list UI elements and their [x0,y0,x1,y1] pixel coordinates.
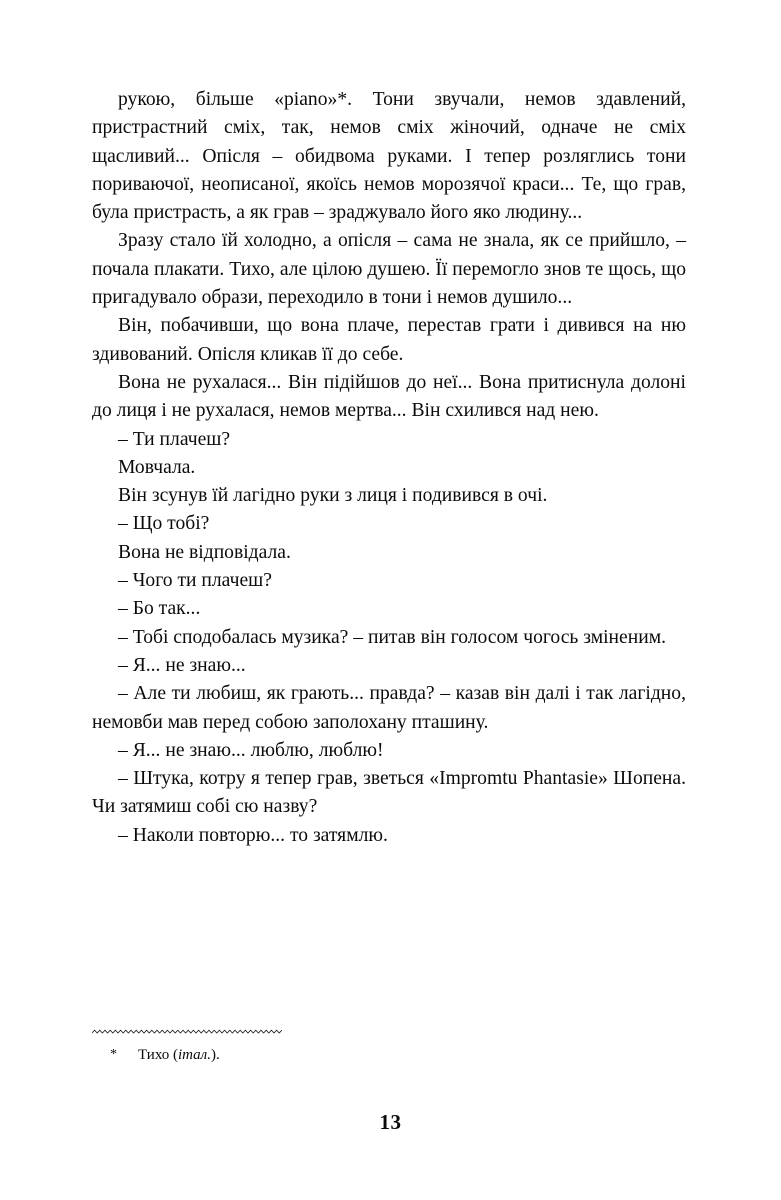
page-number: 13 [379,1110,402,1134]
dialogue-line-6: – Я... не знаю... [118,654,246,676]
paragraph-ne-vidpovidala: Вона не відповідала. [118,541,291,563]
paragraph-zsunuv: Він зсунув їй лагідно руки з лиця і подивився в очі. [118,485,548,507]
paragraph-movchala: Мовчала. [118,456,196,478]
footnote-marker: * [110,1047,117,1062]
dialogue-line-4: – Бо так... [118,598,201,620]
footnote-separator-wavy-rule [92,1028,282,1036]
footnote-text-roman-lead: Тихо ( [138,1047,178,1063]
dialogue-line-1: – Ти плачеш? [118,428,231,450]
footnote-text-roman-tail: ). [210,1047,220,1063]
dialogue-line-3: – Чого ти плачеш? [118,570,272,592]
text-column [92,86,686,850]
dialogue-line-8: – Я... не знаю... люблю, люблю! [118,739,384,761]
dialogue-line-10: – Наколи повторю... то затямлю. [118,824,388,846]
dialogue-line-9: – Штука, котру я тепер грав, зветься «Impromtu Phantasie» Шопена. Чи затямиш собі сю назву? [92,768,686,818]
footnote-text [138,1047,220,1063]
footnote-area [92,1028,686,1065]
dialogue-line-5: – Тобі сподобалась музика? – питав він голосом чогось зміненим. [118,626,666,648]
paragraph-2: Зразу стало їй холодно, а опісля – сама не знала, як се прийшло, – почала плакати. Тихо, але цілою душею. Її перемогло знов те щось, що пригадувало образи, переходило в тони і немов душило... [92,230,686,309]
paragraph-4: Вона не рухалася... Він підійшов до неї... Вона притиснула долоні до лиця і не рухалася, немов мертва... Він схилився над нею. [92,371,686,422]
paragraph-continued: рукою, більше «piano»*. Тони звучали, немов здавлений, пристрастний сміх, так, немов сміх жіночий, одначе не сміх щасливий... Опісля – обидвома руками. І тепер розляглись тони пориваючої, неописаної, якоїсь немов морозячої краси... Те, що грав, була пристрасть, а як грав – зраджувало його яко людину... [92,89,686,224]
footnote-entry [92,1036,686,1065]
paragraph-3: Він, побачивши, що вона плаче, перестав грати і дивився на ню здивований. Опісля кликав її до себе. [92,315,686,365]
dialogue-line-2: – Що тобі? [118,513,210,535]
footnote-text-italic: італ. [178,1047,211,1063]
dialogue-line-7: – Але ти любиш, як грають... правда? – казав він далі і так лагідно, немовби мав перед собою заполохану пташину. [92,683,686,733]
